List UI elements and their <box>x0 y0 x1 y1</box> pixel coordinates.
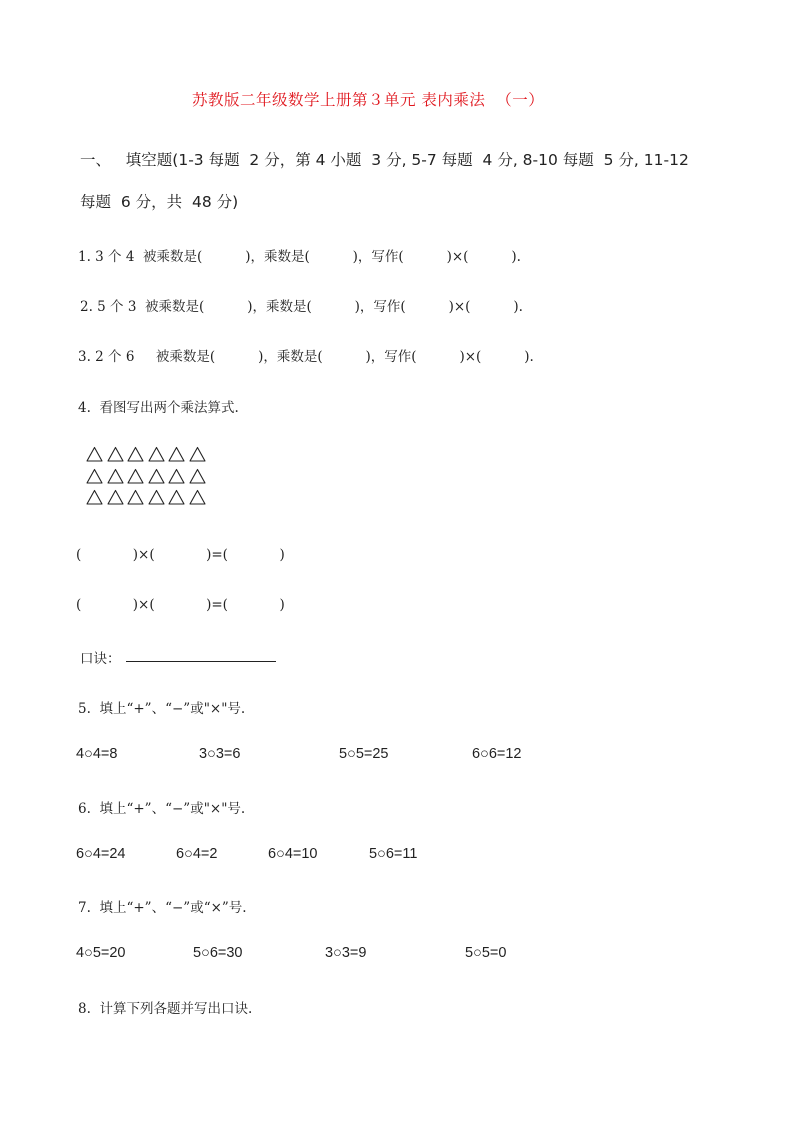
triangle-icon <box>168 468 185 484</box>
section-heading-line-1: 一、 填空题(1-3 每题 2 分，第 4 小题 3 分, 5-7 每题 4 分, 8-10 每题 5 分, 11-12 <box>80 151 689 169</box>
q6-item: 6○4=24 <box>76 846 126 862</box>
triangle-icon <box>189 468 206 484</box>
triangle-icon <box>189 489 206 505</box>
q7-item: 3○3=9 <box>325 945 367 961</box>
triangle-icon <box>107 446 124 462</box>
triangle-icon <box>107 489 124 505</box>
triangle-icon <box>86 446 103 462</box>
q6-item: 6○4=10 <box>268 846 318 862</box>
koujue-label: 口诀： <box>80 651 121 667</box>
page-title: 苏教版二年级数学上册第３单元 表内乘法 （一） <box>192 91 545 109</box>
triangle-icon <box>168 446 185 462</box>
triangle-row <box>86 468 206 484</box>
triangle-icon <box>127 468 144 484</box>
q5-item: 5○5=25 <box>339 746 389 762</box>
question-2: 2. 5 个 3 被乘数是( )，乘数是( )，写作( )×( ). <box>80 299 523 315</box>
question-4-prompt: 4. 看图写出两个乘法算式. <box>78 400 239 416</box>
triangle-icon <box>148 446 165 462</box>
section-heading-line-2: 每题 6 分，共 48 分) <box>80 193 239 211</box>
triangle-icon <box>127 446 144 462</box>
question-8-prompt: 8. 计算下列各题并写出口诀. <box>78 1001 253 1017</box>
formula-2: ( )×( )=( ) <box>76 597 285 613</box>
q5-item: 3○3=6 <box>199 746 241 762</box>
formula-1: ( )×( )=( ) <box>76 547 285 563</box>
q7-item: 4○5=20 <box>76 945 126 961</box>
question-7-prompt: 7. 填上“+”、“−”或“×”号. <box>78 900 247 916</box>
koujue-answer-line[interactable] <box>126 661 276 662</box>
triangle-icon <box>168 489 185 505</box>
triangle-icon <box>148 468 165 484</box>
q5-item: 4○4=8 <box>76 746 118 762</box>
triangle-icon <box>86 489 103 505</box>
triangle-icon <box>148 489 165 505</box>
q6-item: 5○6=11 <box>369 846 418 862</box>
triangle-row <box>86 489 206 505</box>
q5-item: 6○6=12 <box>472 746 522 762</box>
q7-item: 5○5=0 <box>465 945 507 961</box>
question-3: 3. 2 个 6 被乘数是( )，乘数是( )，写作( )×( ). <box>78 349 534 365</box>
question-6-prompt: 6. 填上“+”、“−”或"×"号. <box>78 801 246 817</box>
triangle-icon <box>127 489 144 505</box>
triangle-row <box>86 446 206 462</box>
triangle-icon <box>107 468 124 484</box>
q7-item: 5○6=30 <box>193 945 243 961</box>
triangle-icon <box>86 468 103 484</box>
question-1: 1. 3 个 4 被乘数是( )，乘数是( )，写作( )×( ). <box>78 249 521 265</box>
q6-item: 6○4=2 <box>176 846 218 862</box>
question-5-prompt: 5. 填上“+”、“−”或"×"号. <box>78 701 246 717</box>
triangle-icon <box>189 446 206 462</box>
